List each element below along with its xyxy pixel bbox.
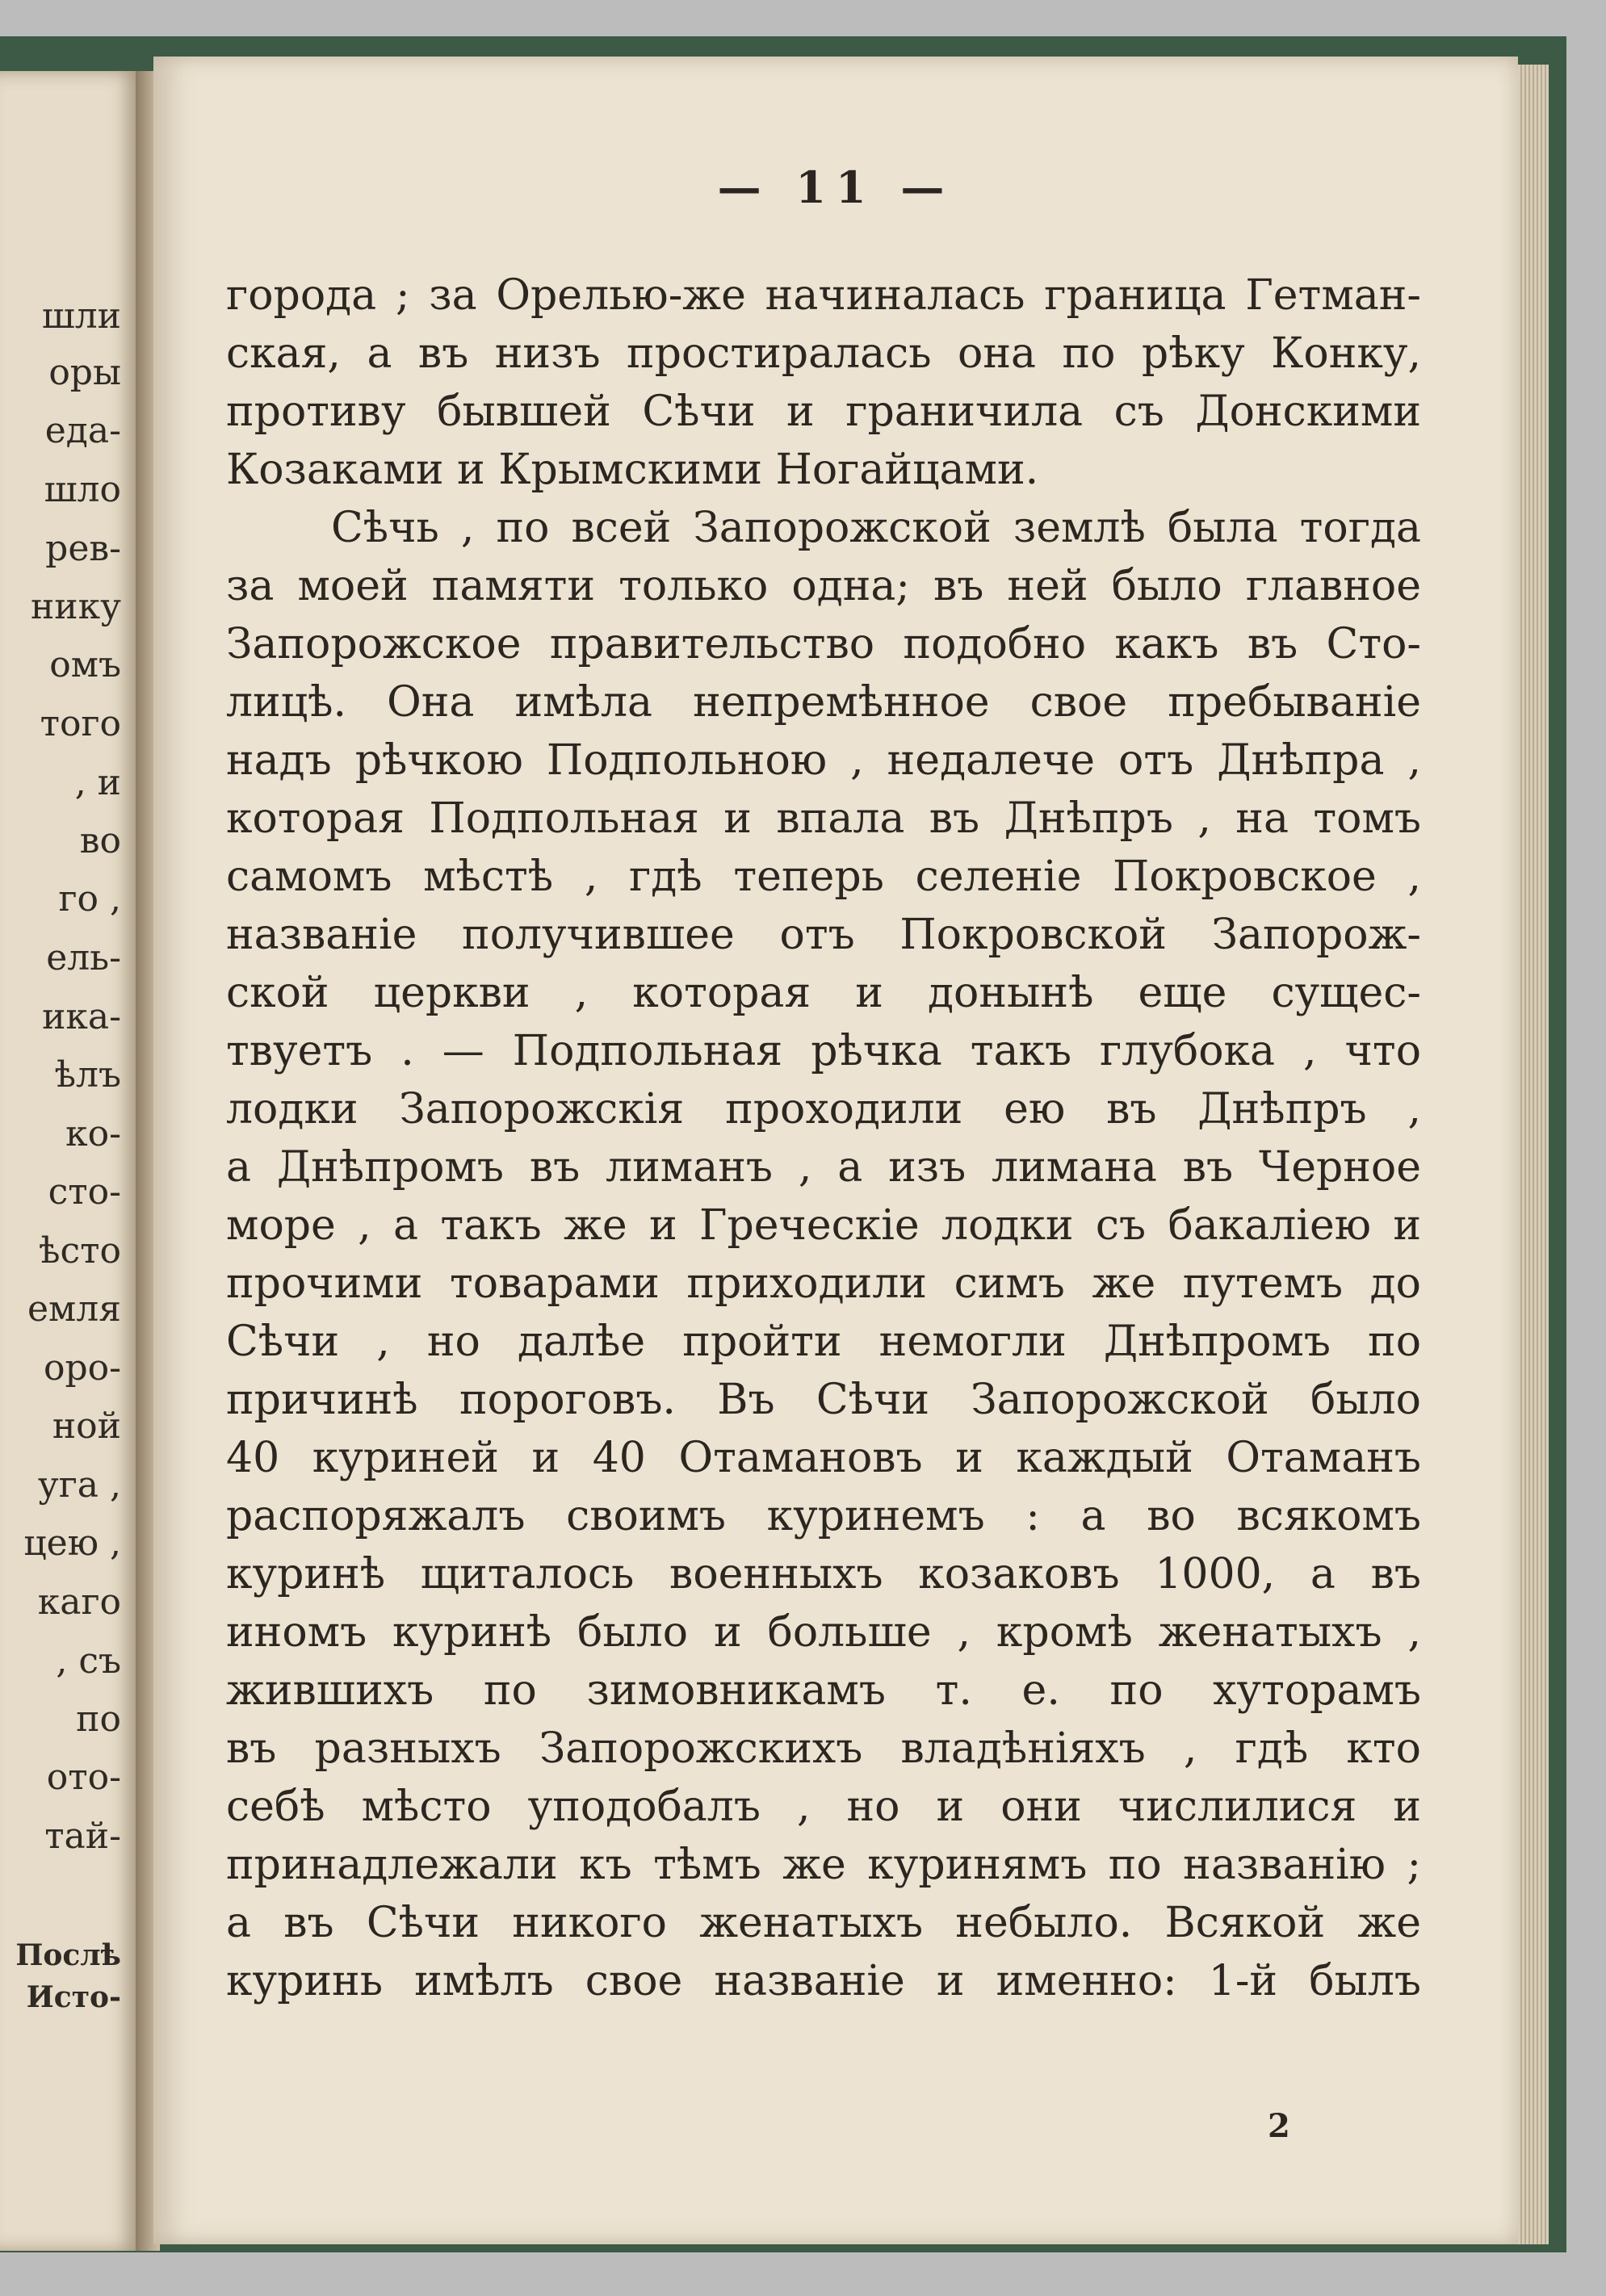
text-line: 40 куриней и 40 Отамановъ и каждый Отаманъ: [226, 1434, 1421, 1482]
text-line: иномъ куринѣ было и больше , кромѣ женатыхъ ,: [226, 1608, 1421, 1657]
text-line: себѣ мѣсто уподобалъ , но и они числилися и: [226, 1783, 1421, 1831]
text-line: Козаками и Крымскими Ногайцами.: [226, 446, 1039, 494]
text-line: ская, а въ низъ простиралась она по рѣку Конку,: [226, 329, 1421, 378]
text-line: куринь имѣлъ свое названіе и именно: 1-й былъ: [226, 1957, 1421, 2005]
text-line: Сѣчь , по всей Запорожской землѣ была тогда: [331, 504, 1421, 552]
text-line: прочими товарами приходили симъ же путемъ до: [226, 1259, 1421, 1308]
left-page-line: тай-: [44, 1816, 121, 1857]
left-page-line: еда-: [44, 410, 121, 451]
text-line: лицѣ. Она имѣла непремѣнное свое пребываніе: [226, 678, 1421, 727]
left-page-line: рев-: [45, 528, 121, 569]
text-line: Запорожское правительство подобно какъ въ Сто-: [226, 620, 1421, 668]
page: [153, 57, 1518, 2244]
text-line: надъ рѣчкою Подпольною , недалече отъ Днѣпра ,: [226, 736, 1421, 785]
left-page-line: шли: [41, 295, 121, 337]
left-page-line: Послѣ: [15, 1938, 121, 1972]
text-line: а въ Сѣчи никого женатыхъ небыло. Всякой же: [226, 1899, 1421, 1947]
left-page-line: ика-: [42, 996, 121, 1037]
left-page-line: емля: [27, 1288, 121, 1330]
left-page: [0, 71, 142, 2251]
left-page-line: оро-: [43, 1347, 121, 1389]
page-edges: [1518, 65, 1549, 2244]
text-line: города ; за Орелью-же начиналась граница Гетман-: [226, 271, 1421, 320]
left-page-line: омъ: [49, 644, 121, 685]
text-line: причинѣ пороговъ. Въ Сѣчи Запорожской было: [226, 1376, 1421, 1424]
left-page-line: , съ: [56, 1640, 121, 1682]
left-page-line: того: [40, 703, 121, 744]
text-line: самомъ мѣстѣ , гдѣ теперь селеніе Покровское ,: [226, 853, 1421, 901]
left-page-line: по: [76, 1699, 121, 1740]
left-page-line: , и: [74, 762, 121, 803]
left-page-line: нику: [30, 586, 121, 627]
left-page-line: Исто-: [26, 1980, 121, 2014]
left-page-line: сто-: [48, 1171, 121, 1213]
left-page-line: ото-: [46, 1757, 121, 1798]
text-line: распоряжалъ своимъ куринемъ : а во всякомъ: [226, 1492, 1421, 1540]
left-page-line: ѣсто: [38, 1230, 121, 1272]
text-line: а Днѣпромъ въ лиманъ , а изъ лимана въ Черное: [226, 1143, 1421, 1192]
text-line: твуетъ . — Подпольная рѣчка такъ глубока , что: [226, 1027, 1421, 1075]
left-page-line: ѣлъ: [54, 1054, 121, 1096]
left-page-line: оры: [48, 352, 121, 393]
left-page-line: цею ,: [23, 1523, 121, 1564]
left-page-line: во: [79, 820, 121, 861]
left-page-line: ель-: [46, 937, 121, 978]
left-page-line: уга ,: [37, 1464, 121, 1506]
body-text: [226, 266, 1421, 2010]
left-page-line: ко-: [65, 1113, 121, 1154]
left-page-line: ной: [52, 1406, 121, 1447]
text-line: за моей памяти только одна; въ ней было главное: [226, 562, 1421, 610]
text-line: жившихъ по зимовникамъ т. е. по хуторамъ: [226, 1666, 1421, 1715]
signature-mark: 2: [1268, 2107, 1290, 2145]
text-line: море , а такъ же и Греческіе лодки съ бакаліею и: [226, 1201, 1421, 1250]
text-line: ской церкви , которая и донынѣ еще сущес-: [226, 969, 1421, 1017]
text-line: противу бывшей Сѣчи и граничила съ Донскими: [226, 388, 1421, 436]
text-line: куринѣ щиталось военныхъ козаковъ 1000, а въ: [226, 1550, 1421, 1598]
left-page-line: шло: [44, 469, 121, 510]
text-line: въ разныхъ Запорожскихъ владѣніяхъ , гдѣ кто: [226, 1724, 1421, 1773]
text-line: которая Подпольная и впала въ Днѣпръ , на томъ: [226, 794, 1421, 843]
text-line: лодки Запорожскія проходили ею въ Днѣпръ ,: [226, 1085, 1421, 1133]
text-line: названіе получившее отъ Покровской Запорож-: [226, 911, 1421, 959]
text-line: Сѣчи , но далѣе пройти немогли Днѣпромъ по: [226, 1318, 1421, 1366]
page-number: — 11 —: [717, 161, 954, 213]
left-page-line: го ,: [58, 878, 121, 920]
left-page-line: каго: [37, 1582, 121, 1623]
text-line: принадлежали къ тѣмъ же куринямъ по названію ;: [226, 1841, 1421, 1889]
